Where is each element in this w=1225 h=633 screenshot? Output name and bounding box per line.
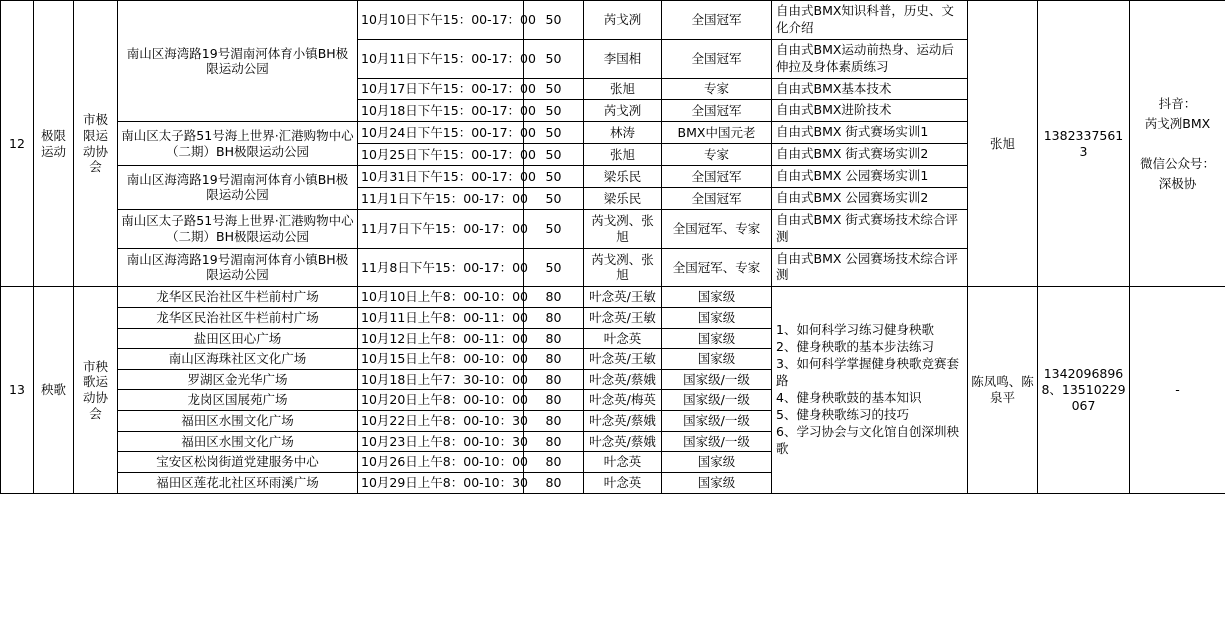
level-cell: 全国冠军、专家 (662, 209, 772, 248)
venue-cell: 罗湖区金光华广场 (118, 369, 358, 390)
time-cell: 10月20日上午8：00-10：00 (358, 390, 524, 411)
venue-cell: 南山区海珠社区文化广场 (118, 349, 358, 370)
level-cell: 国家级 (662, 307, 772, 328)
content-cell: 自由式BMX基本技术 (772, 78, 968, 100)
table-row (1, 1, 1225, 40)
level-cell: 国家级 (662, 472, 772, 493)
venue-cell: 龙华区民治社区牛栏前村广场 (118, 307, 358, 328)
venue-cell: 盐田区田心广场 (118, 328, 358, 349)
participants-cell: 80 (524, 287, 584, 308)
participants-cell: 80 (524, 472, 584, 493)
venue-cell: 南山区海湾路19号湄南河体育小镇BH极限运动公园 (118, 166, 358, 210)
participants-cell: 50 (524, 144, 584, 166)
level-cell: 全国冠军、专家 (662, 248, 772, 287)
time-cell: 10月12日上午8：00-11：00 (358, 328, 524, 349)
level-cell: 全国冠军 (662, 1, 772, 40)
venue-cell: 福田区水围文化广场 (118, 411, 358, 432)
time-cell: 10月15日上午8：00-10：00 (358, 349, 524, 370)
participants-cell: 80 (524, 390, 584, 411)
content-cell: 自由式BMX进阶技术 (772, 100, 968, 122)
row-category: 极限运动 (34, 1, 74, 287)
participants-cell: 50 (524, 187, 584, 209)
teacher-cell: 叶念英/蔡娥 (584, 411, 662, 432)
teacher-cell: 叶念英 (584, 472, 662, 493)
teacher-cell: 梁乐民 (584, 187, 662, 209)
level-cell: 专家 (662, 144, 772, 166)
time-cell: 11月1日下午15：00-17：00 (358, 187, 524, 209)
teacher-cell: 叶念英 (584, 452, 662, 473)
participants-cell: 50 (524, 166, 584, 188)
content-cell: 自由式BMX 公园赛场实训1 (772, 166, 968, 188)
participants-cell: 50 (524, 1, 584, 40)
time-cell: 10月10日上午8：00-10：00 (358, 287, 524, 308)
level-cell: 国家级 (662, 452, 772, 473)
teacher-cell: 叶念英/蔡娥 (584, 431, 662, 452)
participants-cell: 80 (524, 411, 584, 432)
row-association: 市秧歌运动协会 (74, 287, 118, 493)
level-cell: BMX中国元老 (662, 122, 772, 144)
level-cell: 全国冠军 (662, 166, 772, 188)
teacher-cell: 叶念英/王敏 (584, 307, 662, 328)
content-cell: 自由式BMX 街式赛场实训2 (772, 144, 968, 166)
time-cell: 10月18日上午7：30-10：00 (358, 369, 524, 390)
participants-cell: 80 (524, 307, 584, 328)
participants-cell: 50 (524, 39, 584, 78)
venue-cell: 龙华区民治社区牛栏前村广场 (118, 287, 358, 308)
phone-cell: 13420968968、13510229067 (1038, 287, 1130, 493)
time-cell: 11月7日下午15：00-17：00 (358, 209, 524, 248)
participants-cell: 80 (524, 452, 584, 473)
participants-cell: 50 (524, 248, 584, 287)
level-cell: 国家级/一级 (662, 369, 772, 390)
level-cell: 全国冠军 (662, 187, 772, 209)
venue-cell: 宝安区松岗街道党建服务中心 (118, 452, 358, 473)
time-cell: 10月10日下午15：00-17：00 (358, 1, 524, 40)
time-cell: 10月29日上午8：00-10：30 (358, 472, 524, 493)
content-cell: 自由式BMX运动前热身、运动后伸拉及身体素质练习 (772, 39, 968, 78)
content-cell: 自由式BMX 街式赛场技术综合评测 (772, 209, 968, 248)
level-cell: 国家级 (662, 287, 772, 308)
teacher-cell: 芮戈冽、张旭 (584, 248, 662, 287)
time-cell: 10月24日下午15：00-17：00 (358, 122, 524, 144)
table-row (1, 287, 1225, 308)
time-cell: 10月11日下午15：00-17：00 (358, 39, 524, 78)
venue-cell: 福田区莲花北社区环雨溪广场 (118, 472, 358, 493)
teacher-cell: 叶念英/王敏 (584, 349, 662, 370)
phone-cell: 13823375613 (1038, 1, 1130, 287)
level-cell: 国家级 (662, 349, 772, 370)
teacher-cell: 李国相 (584, 39, 662, 78)
level-cell: 国家级/一级 (662, 431, 772, 452)
participants-cell: 50 (524, 122, 584, 144)
teacher-cell: 芮戈冽 (584, 1, 662, 40)
teacher-cell: 叶念英 (584, 328, 662, 349)
leader-cell: 张旭 (968, 1, 1038, 287)
teacher-cell: 叶念英/梅英 (584, 390, 662, 411)
time-cell: 10月11日上午8：00-11：00 (358, 307, 524, 328)
row-index: 13 (1, 287, 34, 493)
venue-cell: 南山区太子路51号海上世界·汇港购物中心（二期）BH极限运动公园 (118, 122, 358, 166)
venue-cell: 南山区太子路51号海上世界·汇港购物中心（二期）BH极限运动公园 (118, 209, 358, 248)
level-cell: 全国冠军 (662, 39, 772, 78)
time-cell: 10月26日上午8：00-10：00 (358, 452, 524, 473)
time-cell: 10月18日下午15：00-17：00 (358, 100, 524, 122)
table-body (1, 1, 1225, 494)
row-index: 12 (1, 1, 34, 287)
content-cell: 自由式BMX 公园赛场实训2 (772, 187, 968, 209)
content-cell: 自由式BMX 街式赛场实训1 (772, 122, 968, 144)
time-cell: 10月25日下午15：00-17：00 (358, 144, 524, 166)
participants-cell: 50 (524, 209, 584, 248)
media-cell: 抖音： 芮戈冽BMX 微信公众号： 深极协 (1130, 1, 1225, 287)
content-cell: 1、如何科学习练习健身秧歌 2、健身秧歌的基本步法练习 3、如何科学掌握健身秧歌竞赛套路 4、健身秧歌鼓的基本知识 5、健身秧歌练习的技巧 6、学习协会与文化馆自创深圳秧歌 (772, 287, 968, 493)
media-cell: - (1130, 287, 1225, 493)
participants-cell: 80 (524, 431, 584, 452)
participants-cell: 80 (524, 349, 584, 370)
venue-cell: 福田区水围文化广场 (118, 431, 358, 452)
teacher-cell: 芮戈冽 (584, 100, 662, 122)
level-cell: 全国冠军 (662, 100, 772, 122)
teacher-cell: 张旭 (584, 78, 662, 100)
time-cell: 11月8日下午15：00-17：00 (358, 248, 524, 287)
venue-cell: 龙岗区国展苑广场 (118, 390, 358, 411)
teacher-cell: 张旭 (584, 144, 662, 166)
row-category: 秧歌 (34, 287, 74, 493)
row-association: 市极限运动协会 (74, 1, 118, 287)
time-cell: 10月22日上午8：00-10：30 (358, 411, 524, 432)
time-cell: 10月31日下午15：00-17：00 (358, 166, 524, 188)
content-cell: 自由式BMX 公园赛场技术综合评测 (772, 248, 968, 287)
time-cell: 10月23日上午8：00-10：30 (358, 431, 524, 452)
teacher-cell: 叶念英/王敏 (584, 287, 662, 308)
teacher-cell: 芮戈冽、张旭 (584, 209, 662, 248)
teacher-cell: 林涛 (584, 122, 662, 144)
content-cell: 自由式BMX知识科普，历史、文化介绍 (772, 1, 968, 40)
level-cell: 专家 (662, 78, 772, 100)
teacher-cell: 梁乐民 (584, 166, 662, 188)
teacher-cell: 叶念英/蔡娥 (584, 369, 662, 390)
venue-cell: 南山区海湾路19号湄南河体育小镇BH极限运动公园 (118, 248, 358, 287)
participants-cell: 50 (524, 78, 584, 100)
participants-cell: 50 (524, 100, 584, 122)
leader-cell: 陈凤鸣、陈泉平 (968, 287, 1038, 493)
participants-cell: 80 (524, 328, 584, 349)
participants-cell: 80 (524, 369, 584, 390)
level-cell: 国家级/一级 (662, 390, 772, 411)
time-cell: 10月17日下午15：00-17：00 (358, 78, 524, 100)
level-cell: 国家级/一级 (662, 411, 772, 432)
level-cell: 国家级 (662, 328, 772, 349)
venue-cell: 南山区海湾路19号湄南河体育小镇BH极限运动公园 (118, 1, 358, 122)
